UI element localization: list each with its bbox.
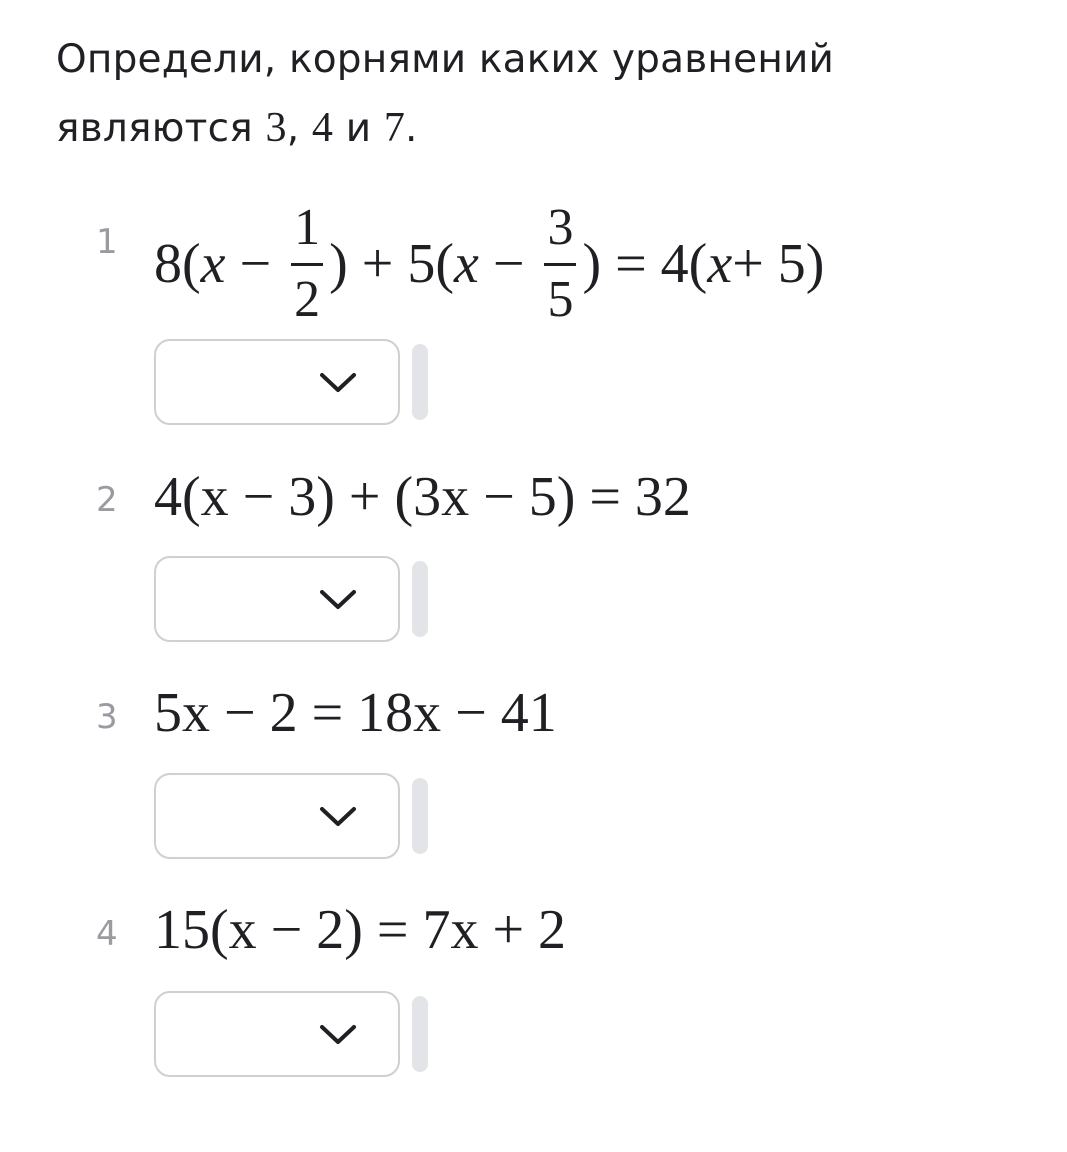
answer-select-4[interactable]: [154, 991, 400, 1077]
answer-select-2[interactable]: [154, 556, 400, 642]
eq-operator: −: [492, 233, 525, 295]
fraction-bar: [291, 263, 323, 266]
eq-variable: x: [200, 233, 226, 295]
eq-operator: −: [239, 233, 272, 295]
task-prompt: [56, 26, 1016, 163]
drag-handle[interactable]: [412, 561, 428, 637]
fraction-three-fifths: [544, 199, 576, 328]
chevron-down-icon: [318, 805, 358, 829]
fraction-denominator: 2: [294, 271, 321, 328]
root-value-3: 7: [383, 105, 406, 151]
prompt-separator: ,: [286, 106, 312, 151]
equation-4: 15(x − 2) = 7x + 2: [154, 899, 567, 961]
prompt-and: и: [333, 106, 384, 151]
fraction-numerator: 3: [547, 199, 574, 256]
chevron-down-icon: [318, 588, 358, 612]
eq-variable: x: [454, 233, 479, 295]
task-number: 2: [96, 480, 118, 520]
fraction-denominator: 5: [547, 271, 574, 328]
chevron-down-icon: [318, 1023, 358, 1047]
drag-handle[interactable]: [412, 778, 428, 854]
eq-part: ) = 4(: [582, 233, 708, 295]
prompt-end: .: [405, 106, 418, 151]
answer-select-1[interactable]: [154, 339, 400, 425]
fraction-numerator: 1: [294, 199, 321, 256]
equation-1: [154, 198, 824, 330]
eq-part: + 5): [732, 233, 825, 295]
task-number: 4: [96, 914, 118, 954]
fraction-one-half: [291, 199, 323, 328]
drag-handle[interactable]: [412, 996, 428, 1072]
eq-part: 8(: [154, 233, 201, 295]
eq-variable: x: [707, 233, 733, 295]
answer-select-3[interactable]: [154, 773, 400, 859]
root-value-2: 4: [311, 105, 334, 151]
prompt-line-2: [56, 94, 1016, 163]
drag-handle[interactable]: [412, 344, 428, 420]
chevron-down-icon: [318, 371, 358, 395]
task-number: 3: [96, 697, 118, 737]
root-value-1: 3: [265, 105, 287, 151]
task-number: 1: [96, 222, 118, 262]
eq-part: ) + 5(: [329, 233, 454, 295]
equation-3: 5x − 2 = 18x − 41: [154, 682, 557, 744]
prompt-line-1: Определи, корнями каких уравнений: [56, 37, 835, 82]
fraction-bar: [544, 263, 576, 266]
equation-2: 4(x − 3) + (3x − 5) = 32: [154, 466, 691, 528]
prompt-prefix: являются: [56, 106, 266, 151]
